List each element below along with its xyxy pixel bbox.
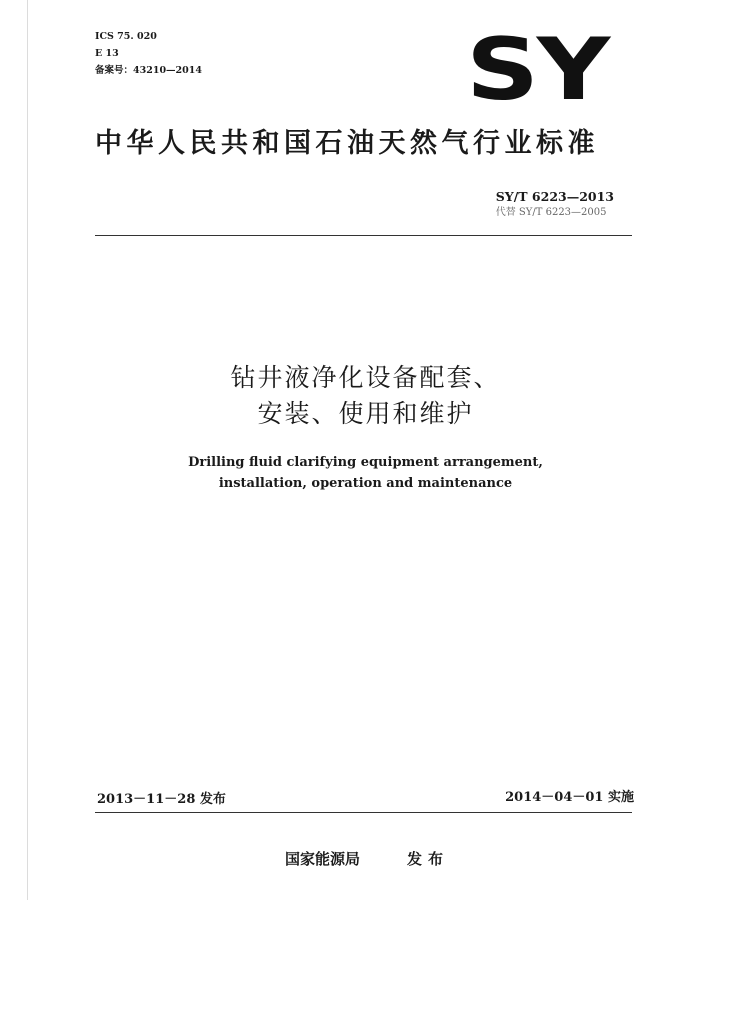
scan-edge-line <box>27 0 28 900</box>
chinese-title-line-1: 钻井液净化设备配套、 <box>230 363 501 392</box>
english-title-line-1: Drilling fluid clarifying equipment arrangement, <box>188 455 543 470</box>
organization-title: 中华人民共和国石油天然气行业标准 <box>95 128 599 159</box>
issue-date: 2013－11－28 发布 <box>97 792 226 807</box>
standard-code-block <box>496 188 614 220</box>
publisher-name: 国家能源局 <box>285 850 361 868</box>
english-title-line-2: installation, operation and maintenance <box>218 476 513 491</box>
header-divider <box>95 235 632 236</box>
replaces-standard: 代替 SY/T 6223—2005 <box>495 207 607 218</box>
chinese-title-line-2: 安装、使用和维护 <box>257 399 474 428</box>
filing-number: 备案号：43210—2014 <box>95 65 202 76</box>
ics-code: ICS 75. 020 <box>95 31 157 42</box>
standard-code: SY/T 6223—2013 <box>495 189 614 204</box>
footer-divider <box>95 812 632 813</box>
sy-logo: SY <box>466 20 608 120</box>
publish-label: 发布 <box>407 850 450 868</box>
classification-block <box>95 28 202 79</box>
implementation-date: 2014－04－01 实施 <box>505 790 634 805</box>
ccs-code: E 13 <box>95 48 119 59</box>
